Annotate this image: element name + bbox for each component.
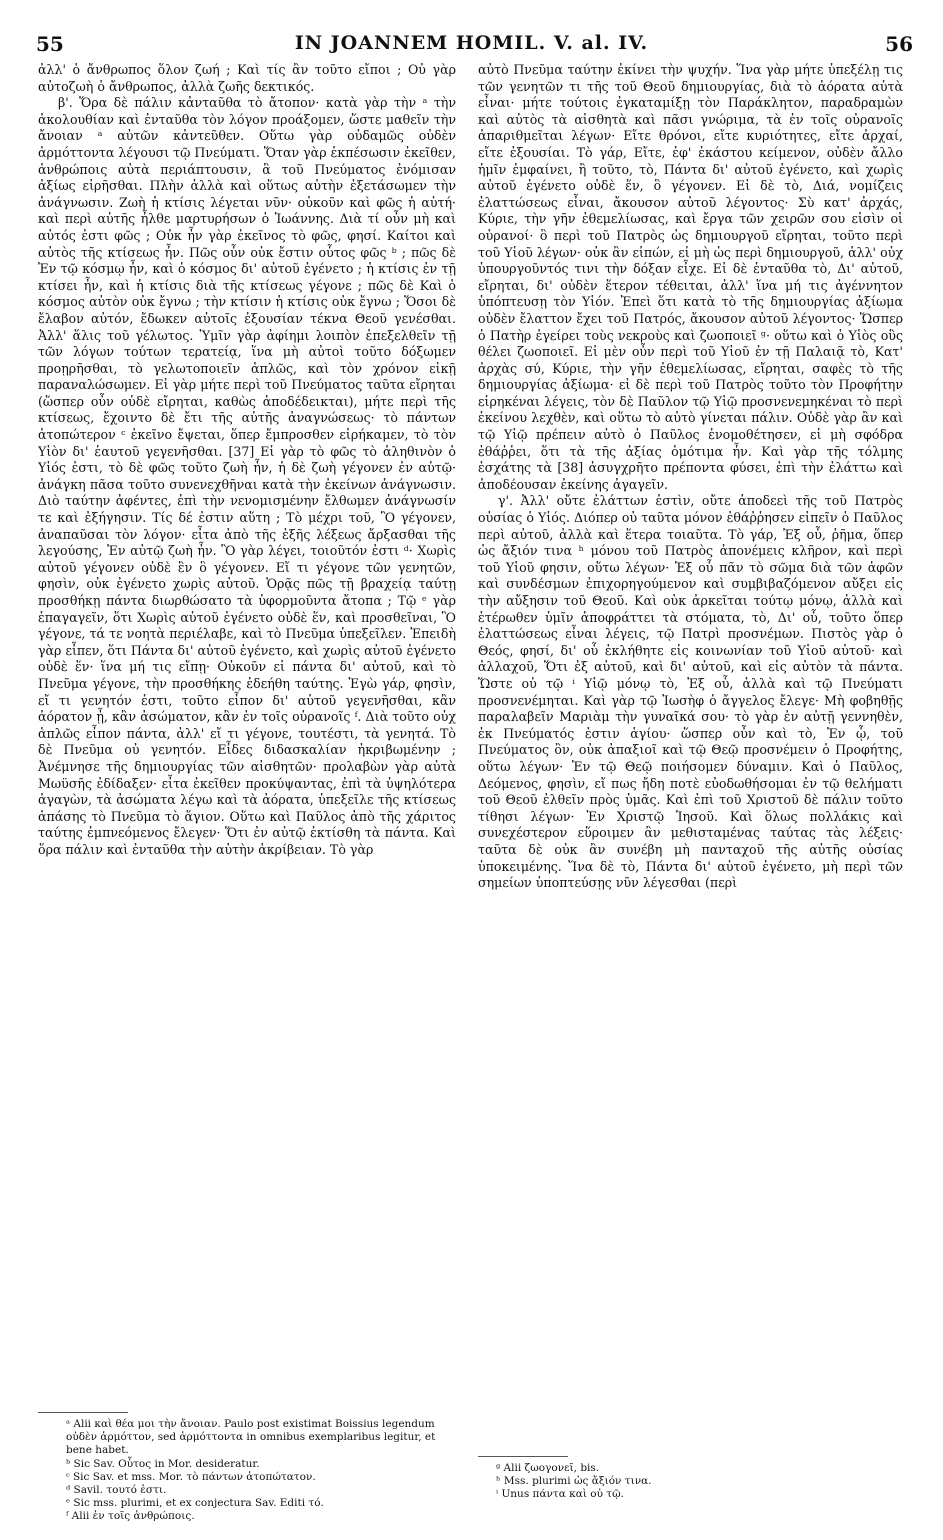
footnote-rule-left — [38, 1412, 128, 1413]
footnote: ᵍ Alii ζωογονεῖ, bis. — [496, 1462, 600, 1474]
footnote-rule-right — [478, 1456, 568, 1457]
right-text-column — [478, 62, 903, 1444]
paragraph: γ'. Ἀλλ' οὔτε ἐλάττων ἐστὶν, οὔτε ἀποδεεὶ τῆς τοῦ Πατρὸς οὐσίας ὁ Υἱός. Διόπερ οὐ ταῦτα μόνον ἐθάῤῥησεν εἰπεῖν ὁ Παῦλος περὶ αὐτοῦ, ἀλλὰ καὶ ἕτερα τοιαῦτα. Τὸ γάρ, Ἐξ οὗ, ῥῆμα, ὅπερ ὡς ἄξιόν τινα ʰ μόνου τοῦ Πατρὸς ἀπονέμεις κλῆρον, καὶ περὶ τοῦ Υἱοῦ φησιν, οὕτω λέγων· Ἐξ οὗ πᾶν τὸ σῶμα διὰ τῶν ἁφῶν καὶ συνδέσμων ἐπιχορηγούμενον καὶ συμβιβαζόμενον αὔξει εἰς τὴν αὔξησιν τοῦ Θεοῦ. Καὶ οὐκ ἀρκεῖται τούτῳ μόνῳ, ἀλλὰ καὶ ἑτέρωθεν ὑμῖν ἀποφράττει τὰ στόματα, τὸ, Δι' οὗ, τοῦτο ὅπερ ἐλαττώσεως εἶναι λέγεις, τῷ Πατρὶ προσνέμων. Πιστὸς γὰρ ὁ Θεός, φησί, δι' οὗ ἐκλήθητε εἰς κοινωνίαν τοῦ Υἱοῦ αὐτοῦ· καὶ ἀλλαχοῦ, Ὅτι ἐξ αὐτοῦ, καὶ δι' αὐτοῦ, καὶ εἰς αὐτὸν τὰ πάντα. Ὥστε οὐ τῷ ⁱ Υἱῷ μόνῳ τὸ, Ἐξ οὗ, ἀλλὰ καὶ τῷ Πνεύματι προσνενέμηται. Καὶ γὰρ τῷ Ἰωσὴφ ὁ ἄγγελος ἔλεγε· Μὴ φοβηθῇς παραλαβεῖν Μαριὰμ τὴν γυναῖκά σου· τὸ γὰρ ἐν αὐτῇ γεννηθὲν, ἐκ Πνεύματός ἐστιν ἁγίου· ὥσπερ οὖν καὶ τὸ, Ἐν ᾧ, τοῦ Πνεύματος ὂν, οὐκ ἀπαξιοῖ καὶ τῷ Θεῷ προσνέμειν ὁ Προφήτης, οὕτω λέγων· Ἐν τῷ Θεῷ ποιήσομεν δύναμιν. Καὶ ὁ Παῦλος, Δεόμενος, φησὶν, εἴ πως ἤδη ποτὲ εὐοδωθήσομαι ἐν τῷ θελήματι τοῦ Θεοῦ ἐλθεῖν πρὸς ὑμᾶς. Καὶ ἐπὶ τοῦ Χριστοῦ δὲ πάλιν τοῦτο τίθησι λέγων· Ἐν Χριστῷ Ἰησοῦ. Καὶ ὅλως πολλάκις καὶ συνεχέστερον εὕροιμεν ἂν μεθισταμένας ταύτας τὰς λέξεις· ταῦτα δὲ οὐκ ἂν συνέβη μὴ πανταχοῦ τῆς αὐτῆς οὐσίας ὑποκειμένης. Ἵνα δὲ τὸ, Πάντα δι' αὐτοῦ ἐγένετο, μὴ περὶ τῶν σημείων ὑποπτεύσῃς νῦν λέγεσθαι (περὶ — [478, 493, 903, 891]
page-number-right: 56 — [885, 32, 913, 56]
left-text-column — [38, 62, 456, 1402]
footnote: ᶠ Alii ἐν τοῖς ἀνθρώποις. — [66, 1510, 195, 1523]
paragraph: αὐτὸ Πνεῦμα ταύτην ἐκίνει τὴν ψυχήν. Ἵνα γὰρ μήτε ὑπεξέλῃ τις τῶν γενητῶν τι τῆς τοῦ Θεοῦ δημιουργίας, διὰ τὸ ἀόρατα αὐτὰ εἶναι· μήτε τούτοις ἐγκαταμίξῃ τὸν Παράκλητον, παραδραμὼν καὶ αὐτὸς τὰ αἰσθητὰ καὶ πᾶσι γνώριμα, τὰ ἐν τοῖς οὐρανοῖς ἀπαριθμεῖται λέγων· Εἴτε θρόνοι, εἴτε κυριότητες, εἴτε ἀρχαί, εἴτε ἐξουσίαι. Τὸ γάρ, Εἴτε, ἐφ' ἑκάστου κείμενον, οὐδὲν ἄλλο ἡμῖν ἐμφαίνει, ἢ τοῦτο, τὸ, Πάντα δι' αὐτοῦ ἐγένετο, καὶ χωρὶς αὐτοῦ ἐγένετο οὐδὲ ἕν, ὃ γέγονεν. Εἰ δὲ τὸ, Διά, νομίζεις ἐλαττώσεως εἶναι, ἄκουσον αὐτοῦ λέγοντος· Σὺ κατ' ἀρχάς, Κύριε, τὴν γῆν ἐθεμελίωσας, καὶ ἔργα τῶν χειρῶν σου εἰσὶν οἱ οὐρανοί· ὃ περὶ τοῦ Πατρὸς ὡς δημιουργοῦ εἴρηται, τοῦτο περὶ τοῦ Υἱοῦ λέγων· οὐκ ἂν εἰπών, εἰ μὴ ὡς περὶ δημιουργοῦ, ἀλλ' οὐχ ὑπουργοῦντός τινι τὴν δόξαν εἶχε. Εἰ δὲ ἐνταῦθα τὸ, Δι' αὐτοῦ, εἴρηται, δι' οὐδὲν ἕτερον τέθειται, ἀλλ' ἵνα μή τις ἀγέννητον ὑπόπτευσῃ τὸν Υἱόν. Ἐπεὶ ὅτι κατὰ τὸ τῆς δημιουργίας ἀξίωμα οὐδὲν ἔλαττον ἔχει τοῦ Πατρός, ἄκουσον αὐτοῦ λέγοντος· Ὥσπερ ὁ Πατὴρ ἐγείρει τοὺς νεκροὺς καὶ ζωοποιεῖ ᵍ· οὕτω καὶ ὁ Υἱὸς οὓς θέλει ζωοποιεῖ. Εἰ μὲν οὖν περὶ τοῦ Υἱοῦ ἐν τῇ Παλαιᾷ τὸ, Κατ' ἀρχὰς σύ, Κύριε, τὴν γῆν ἐθεμελίωσας, εἴρηται, σαφὲς τὸ τῆς δημιουργίας ἀξίωμα· εἰ δὲ περὶ τοῦ Πατρὸς τοῦτο τὸν Προφήτην εἰρηκέναι λέγεις, τὸν δὲ Παῦλον τῷ Υἱῷ προσνενεμηκέναι τὸ περὶ ἐκείνου λεχθὲν, καὶ οὕτω τὸ αὐτὸ γίνεται πάλιν. Οὐδὲ γὰρ ἂν καὶ τῷ Υἱῷ πρέπειν αὐτὸ ὁ Παῦλος ἐνομοθέτησεν, εἰ μὴ σφόδρα ἐθάῤῥει, ὅτι τὰ τῆς ἀξίας ὁμότιμα ἦν. Καὶ γὰρ τῆς τόλμης ἐσχάτης τὰ [38] ἀσυγχρῆτο πρέποντα φύσει, ἐπὶ τὴν ἐλάττω καὶ ἀποδέουσαν ἐκείνης ἀγαγεῖν. — [478, 62, 903, 492]
paragraph: ἀλλ' ὁ ἄνθρωπος ὅλον ζωή ; Καὶ τίς ἂν τοῦτο εἴποι ; Οὐ γὰρ αὐτοζωὴ ὁ ἄνθρωπος, ἀλλὰ ζωῆς δεκτικός. — [38, 62, 456, 94]
paragraph: β'. Ὅρα δὲ πάλιν κἀνταῦθα τὸ ἄτοπον· κατὰ γὰρ τὴν ᵃ τὴν ἀκολουθίαν καὶ ἐνταῦθα τὸν λόγον προάξομεν, ὥστε μαθεῖν τὴν ἄνοιαν ᵃ αὐτῶν κἀντεῦθεν. Οὕτω γὰρ οὐδαμῶς οὐδὲν ἁρμόττοντα λέγουσι τῷ Πνεύματι. Ὅταν γὰρ ἐκπέσωσιν ἐκεῖθεν, ἀνθρώποις αὐτὰ περιάπτουσιν, ἃ τοῦ Πνεύματος ἐνόμισαν ἀξίως εἰρῆσθαι. Πλὴν ἀλλὰ καὶ οὕτως αὐτὴν ἐξετάσωμεν τὴν ἀνάγνωσιν. Ζωὴ ἡ κτίσις λέγεται νῦν· οὐκοῦν καὶ φῶς ἡ αὐτή· καὶ περὶ αὐτῆς ἦλθε μαρτυρήσων ὁ Ἰωάννης. Διὰ τί οὖν μὴ καὶ αὐτός ἐστι φῶς ; Οὐκ ἦν γὰρ ἐκεῖνος τὸ φῶς, φησί. Καίτοι καὶ αὐτὸς τῆς κτίσεως ἦν. Πῶς οὖν οὐκ ἔστιν οὗτος φῶς ᵇ ; πῶς δὲ Ἐν τῷ κόσμῳ ἦν, καὶ ὁ κόσμος δι' αὐτοῦ ἐγένετο ; ἡ κτίσις ἐν τῇ κτίσει ἦν, καὶ ἡ κτίσις διὰ τῆς κτίσεως γέγονε ; πῶς δὲ Καὶ ὁ κόσμος αὐτὸν οὐκ ἔγνω ; τὴν κτίσιν ἡ κτίσις οὐκ ἔγνω ; Ὅσοι δὲ ἔλαβον αὐτόν, ἔδωκεν αὐτοῖς ἐξουσίαν τέκνα Θεοῦ γενέσθαι. Ἀλλ' ἅλις τοῦ γέλωτος. Ὑμῖν γὰρ ἀφίημι λοιπὸν ἐπεξελθεῖν τῇ τῶν λόγων τούτων τερατείᾳ, ἵνα μὴ αὐτοὶ τοῦτο δόξωμεν προῃρῆσθαι, τὸ γελωτοποιεῖν ἁπλῶς, καὶ τὸν χρόνον εἰκῇ παραναλώσωμεν. Εἰ γὰρ μήτε περὶ τοῦ Πνεύματος ταῦτα εἴρηται (ὥσπερ οὖν οὐδὲ εἴρηται, καθὼς ἀποδέδεικται), μήτε περὶ τῆς κτίσεως, ἔχοιντο δὲ ἔτι τῆς αὐτῆς ἀναγνώσεως· τὸ πάντων ἀτοπώτερον ᶜ ἐκεῖνο ἔψεται, ὅπερ ἔμπροσθεν εἰρήκαμεν, τὸ τὸν Υἱὸν δι' ἑαυτοῦ γεγενῆσθαι. [37] Εἰ γὰρ τὸ φῶς τὸ ἀληθινὸν ὁ Υἱός ἐστι, τὸ δὲ φῶς τοῦτο ζωὴ ἦν, ἡ δὲ ζωὴ γέγονεν ἐν αὐτῷ· ἀνάγκη πᾶσα τοῦτο συνενεχθῆναι κατὰ τὴν ἐκείνων ἀνάγνωσιν. Διὸ ταύτην ἀφέντες, ἐπὶ τὴν νενομισμένην ἔλθωμεν ἀνάγνωσίν τε καὶ ἐξήγησιν. Τίς δέ ἐστιν αὕτη ; Τὸ μέχρι τοῦ, Ὃ γέγονεν, ἀναπαῦσαι τὸν λόγον· εἶτα ἀπὸ τῆς ἑξῆς λέξεως ἄρξασθαι τῆς λεγούσης, Ἐν αὐτῷ ζωὴ ἦν. Ὃ γὰρ λέγει, τοιοῦτόν ἐστι ᵈ· Χωρὶς αὐτοῦ γέγονεν οὐδὲ ἓν ὃ γέγονεν. Εἴ τι γέγονε τῶν γενητῶν, φησὶν, οὐκ ἐγένετο χωρὶς αὐτοῦ. Ὁρᾷς πῶς τῇ βραχείᾳ ταύτῃ προσθήκῃ πάντα διωρθώσατο τὰ ὑφορμοῦντα ἄτοπα ; Τῷ ᵉ γὰρ ἐπαγαγεῖν, ὅτι Χωρὶς αὐτοῦ ἐγένετο οὐδὲ ἕν, καὶ προσθεῖναι, Ὃ γέγονε, τά τε νοητὰ περιέλαβε, καὶ τὸ Πνεῦμα ὑπεξεῖλεν. Ἐπειδὴ γὰρ εἶπεν, ὅτι Πάντα δι' αὐτοῦ ἐγένετο, καὶ χωρὶς αὐτοῦ ἐγένετο οὐδὲ ἕν· ἵνα μή τις εἴπῃ· Οὐκοῦν εἰ πάντα δι' αὐτοῦ, καὶ τὸ Πνεῦμα γέγονε, τὴν προσθήκης ἐδεήθη ταύτης. Ἐγὼ γάρ, φησὶν, εἴ τι γενητόν ἐστι, τοῦτο εἶπον δι' αὐτοῦ γεγενῆσθαι, κἂν ἀόρατον ᾖ, κἂν ἀσώματον, κἂν ἐν τοῖς οὐρανοῖς ᶠ. Διὰ τοῦτο οὐχ ἁπλῶς εἶπον πάντα, ἀλλ' εἴ τι γέγονε, τουτέστι, τὰ γενητά. Τὸ δὲ Πνεῦμα οὐ γενητόν. Εἶδες διδασκαλίαν ἠκριβωμένην ; Ἀνέμνησε τῆς δημιουργίας τῶν αἰσθητῶν· προλαβὼν γὰρ αὐτὰ Μωϋσῆς ἐδίδαξεν· εἶτα ἐκεῖθεν προκύψαντας, ἐπὶ τὰ ὑψηλότερα ἀγαγὼν, τὰ ἀσώματα λέγω καὶ τὰ ἀόρατα, ὑπεξεῖλε τῆς κτίσεως ἁπάσης τὸ Πνεῦμα τὸ ἅγιον. Οὕτω καὶ Παῦλος ἀπὸ τῆς χάριτος ταύτης ἐμπνεόμενος ἔλεγεν· Ὅτι ἐν αὐτῷ ἐκτίσθη τὰ πάντα. Καὶ ὅρα πάλιν καὶ ἐνταῦθα τὴν αὐτὴν ἀκρίβειαν. Τὸ γὰρ — [38, 95, 456, 857]
footnotes-left — [66, 1418, 456, 1536]
footnote: ʰ Mss. plurimi ὡς ἄξιόν τινα. — [496, 1475, 652, 1488]
running-header — [30, 32, 913, 62]
footnote: ᶜ Sic Sav. et mss. Mor. τὸ πάντων ἀτοπώτατον. — [66, 1470, 316, 1483]
footnote: ᵃ Alii καὶ θέα μοι τὴν ἄνοιαν. Paulo post existimat Boissius legendum οὐδὲν ἁρμόττον, sed ἁρμόττοντα in omnibus exemplaribus legitur, et bene habet. — [66, 1418, 439, 1457]
footnote: ᵇ Sic Sav. Οὗτος in Mor. desideratur. — [66, 1457, 260, 1470]
footnote: ᵉ Sic mss. plurimi, et ex conjectura Sav. Editi τό. — [66, 1497, 324, 1510]
footnotes-right — [496, 1462, 896, 1536]
footnote: ⁱ Unus πάντα καὶ οὐ τῷ. — [496, 1488, 625, 1501]
page-number-left: 55 — [36, 32, 64, 56]
footnote: ᵈ Savil. τουτό ἐστι. — [66, 1484, 167, 1497]
running-title: IN JOANNEM HOMIL. V. al. IV. — [294, 32, 649, 54]
